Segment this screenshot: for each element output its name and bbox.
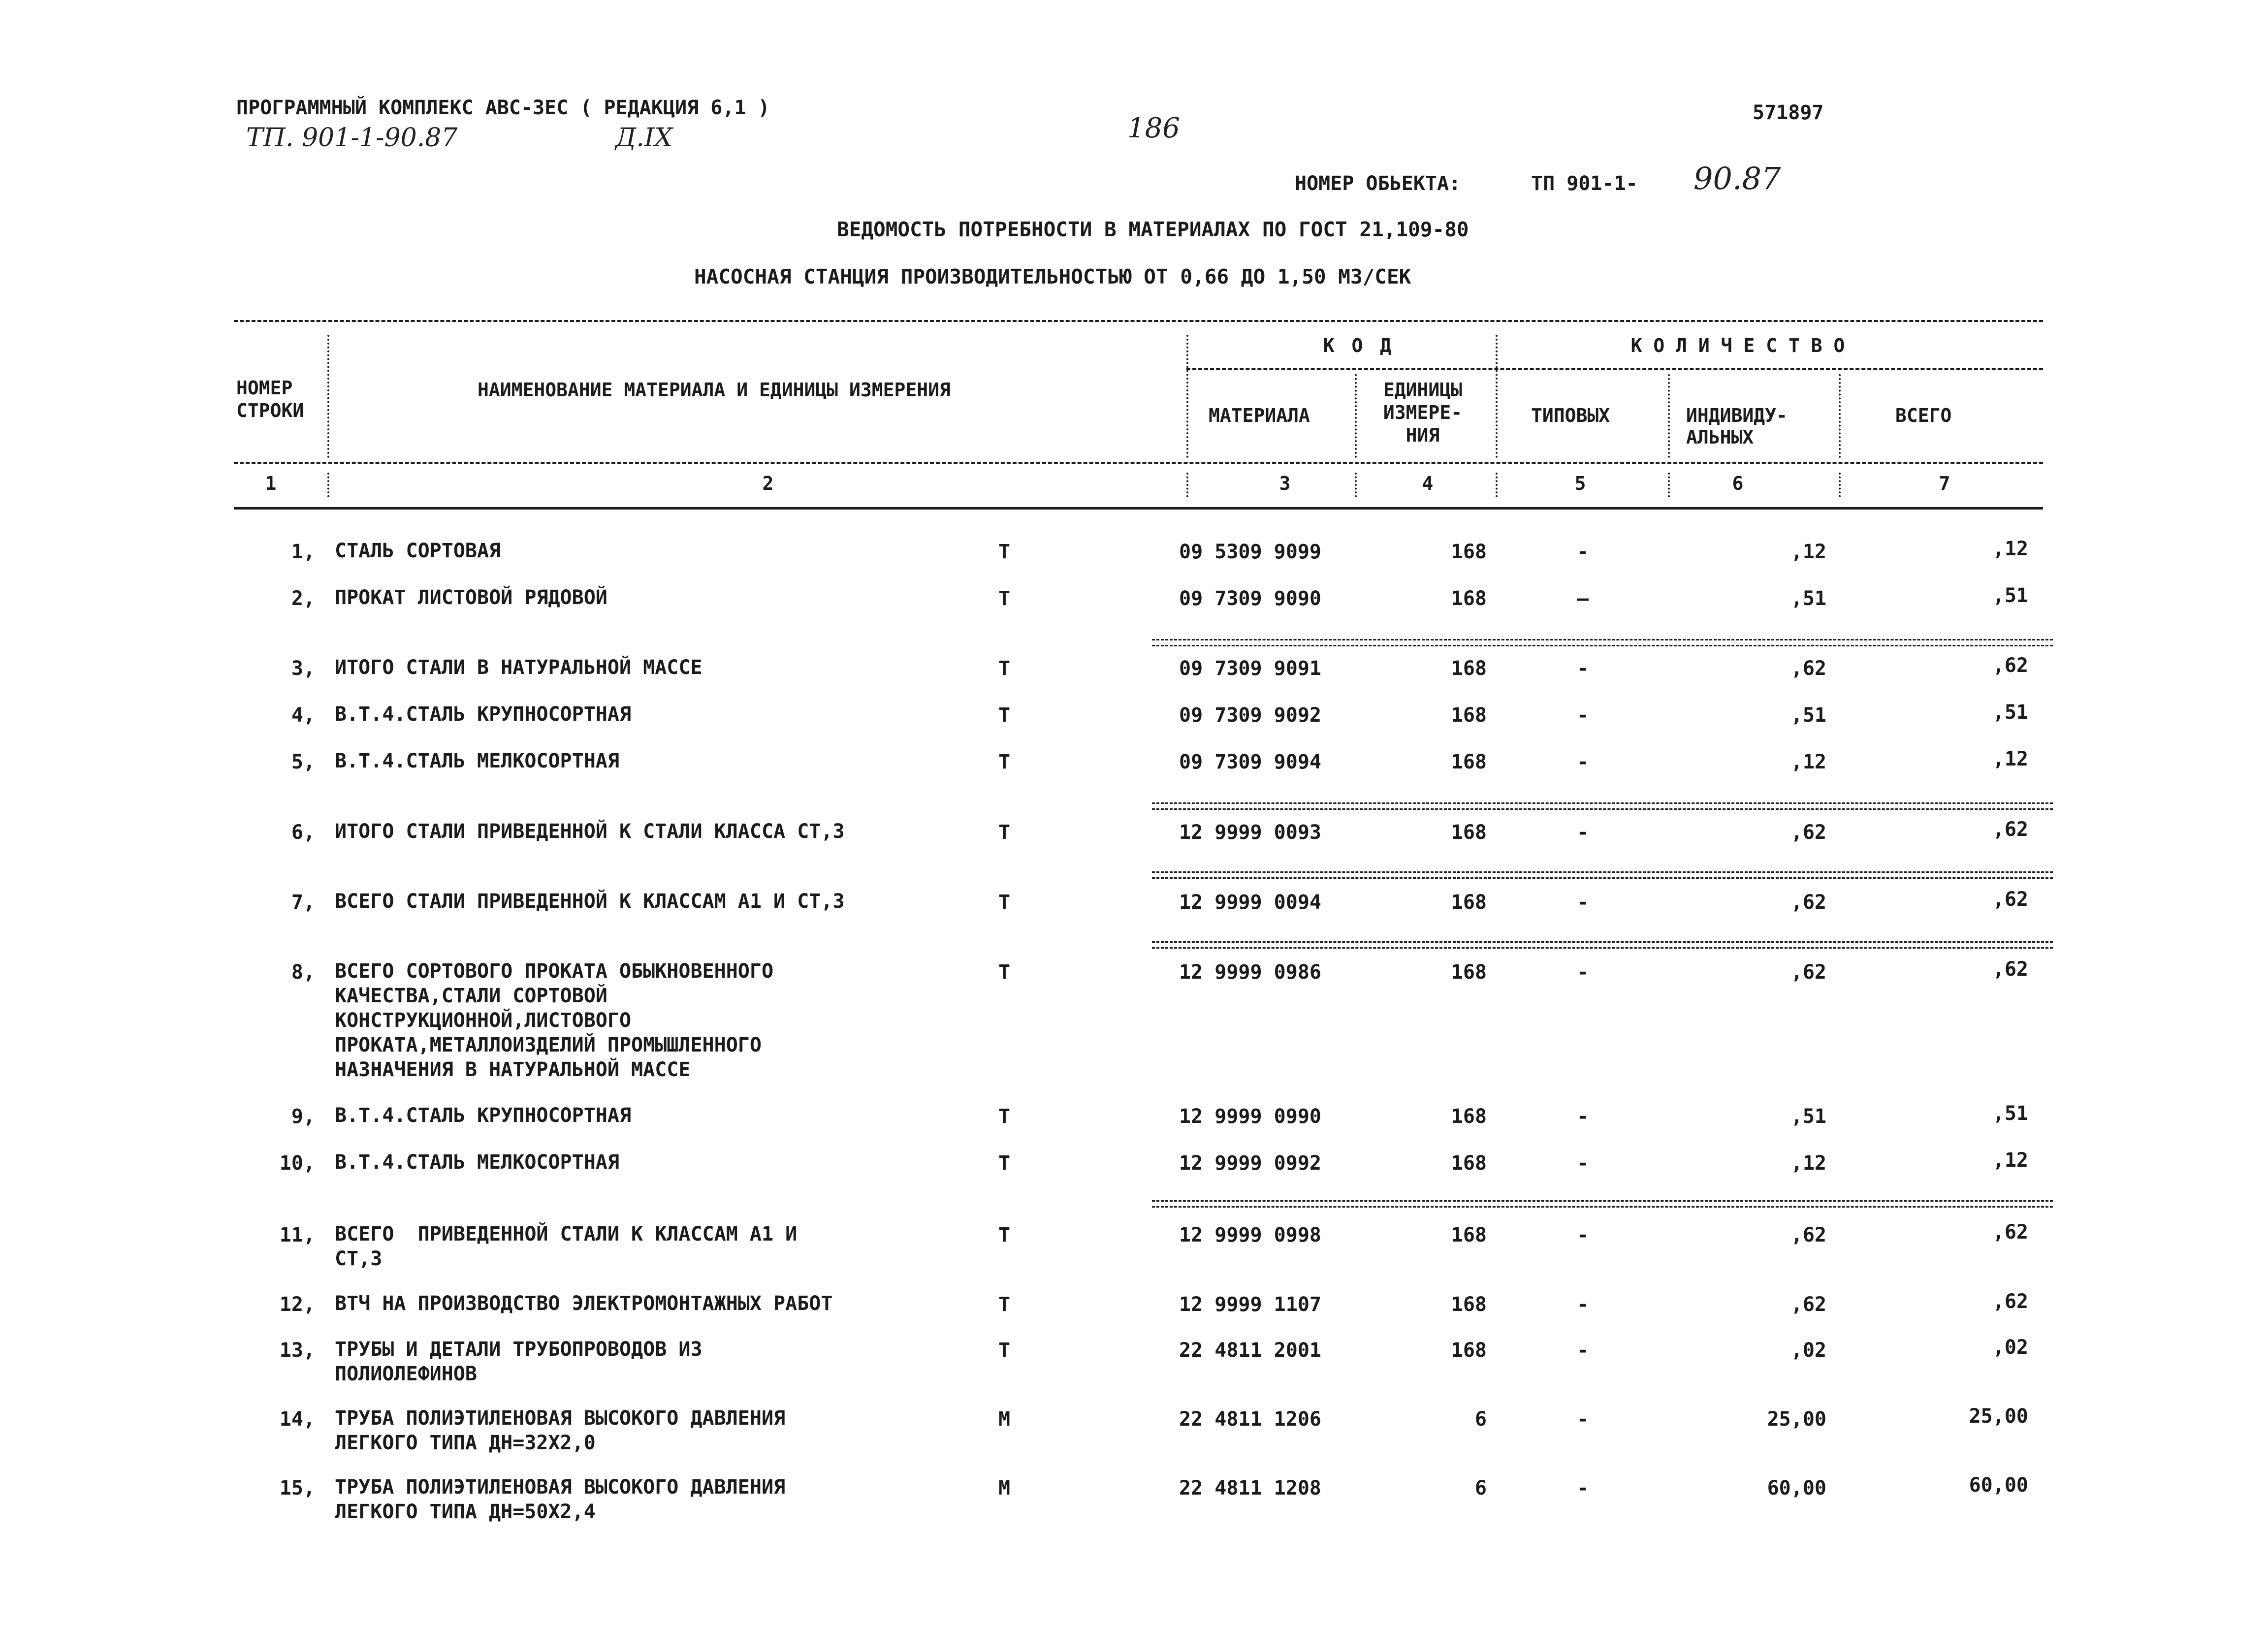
typical-quantity: - bbox=[1576, 1339, 1589, 1362]
material-name-line: ВТЧ НА ПРОИЗВОДСТВО ЭЛЕКТРОМОНТАЖНЫХ РАБОТ bbox=[335, 1292, 833, 1315]
unit-header-3: НИЯ bbox=[1406, 424, 1440, 446]
column-number-5: 5 bbox=[1574, 473, 1586, 494]
unit-header-2: ИЗМЕРЕ- bbox=[1383, 402, 1463, 423]
total-quantity: ,12 bbox=[1992, 538, 2028, 560]
typical-quantity: - bbox=[1576, 1224, 1589, 1246]
row-unit: Т bbox=[998, 751, 1011, 773]
material-name-line: ВСЕГО СТАЛИ ПРИВЕДЕННОЙ К КЛАССАМ А1 И СТ,3 bbox=[335, 890, 845, 913]
material-code: 12 9999 0986 bbox=[1179, 961, 1321, 984]
program-header: ПРОГРАММНЫЙ КОМПЛЕКС АВС-3ЕС ( РЕДАКЦИЯ 6,1 ) bbox=[236, 96, 770, 119]
name-column-header: НАИМЕНОВАНИЕ МАТЕРИАЛА И ЕДИНИЦЫ ИЗМЕРЕНИЯ bbox=[478, 379, 951, 401]
column-number-2: 2 bbox=[762, 473, 774, 494]
total-quantity: ,62 bbox=[1992, 888, 2028, 911]
material-code-header: МАТЕРИАЛА bbox=[1209, 405, 1310, 426]
material-code: 22 4811 1208 bbox=[1179, 1477, 1321, 1500]
column-number-separator bbox=[1668, 473, 1670, 497]
material-code: 12 9999 0093 bbox=[1179, 821, 1321, 844]
row-number: 14, bbox=[279, 1408, 315, 1431]
unit-of-measure-code: 168 bbox=[1451, 1105, 1487, 1128]
header-separator bbox=[1839, 374, 1841, 458]
object-value: ТП 901-1- bbox=[1531, 172, 1638, 195]
header-separator bbox=[1496, 335, 1498, 458]
typical-quantity: - bbox=[1576, 1105, 1589, 1128]
typical-quantity: - bbox=[1576, 1293, 1589, 1316]
row-number: 12, bbox=[279, 1293, 315, 1316]
material-name-line: В.Т.4.СТАЛЬ МЕЛКОСОРТНАЯ bbox=[335, 750, 619, 772]
material-code: 09 7309 9094 bbox=[1179, 751, 1321, 773]
header-separator bbox=[1668, 374, 1670, 458]
column-number-4: 4 bbox=[1422, 473, 1434, 494]
unit-of-measure-code: 168 bbox=[1451, 961, 1487, 984]
material-name-line: КОНСТРУКЦИОННОЙ,ЛИСТОВОГО bbox=[335, 1009, 632, 1032]
typical-header: ТИПОВЫХ bbox=[1531, 405, 1610, 426]
material-code: 12 9999 0990 bbox=[1179, 1105, 1321, 1128]
typical-quantity: - bbox=[1576, 1152, 1589, 1175]
typical-quantity: - bbox=[1576, 657, 1589, 680]
column-number-separator bbox=[1355, 473, 1357, 497]
individual-quantity: ,51 bbox=[1790, 587, 1826, 610]
material-code: 12 9999 0998 bbox=[1179, 1224, 1321, 1246]
row-unit: Т bbox=[998, 1224, 1011, 1246]
unit-of-measure-code: 168 bbox=[1451, 751, 1487, 773]
column-number-separator bbox=[1839, 473, 1841, 497]
column-number-1: 1 bbox=[265, 473, 277, 494]
unit-of-measure-code: 6 bbox=[1474, 1408, 1487, 1431]
total-quantity: 60,00 bbox=[1969, 1474, 2028, 1497]
row-number: 2, bbox=[291, 587, 315, 610]
typical-quantity: - bbox=[1576, 541, 1589, 563]
unit-of-measure-code: 168 bbox=[1451, 657, 1487, 680]
subtotal-separator-rule bbox=[1152, 871, 2053, 879]
total-quantity: ,51 bbox=[1992, 1102, 2028, 1125]
row-unit: Т bbox=[998, 657, 1011, 680]
material-code: 12 9999 0094 bbox=[1179, 891, 1321, 914]
total-quantity: ,62 bbox=[1992, 958, 2028, 981]
material-name-line: КАЧЕСТВА,СТАЛИ СОРТОВОЙ bbox=[335, 985, 607, 1007]
unit-of-measure-code: 168 bbox=[1451, 1293, 1487, 1316]
column-number-7: 7 bbox=[1939, 473, 1950, 494]
column-number-separator bbox=[327, 473, 329, 497]
material-name-line: ИТОГО СТАЛИ ПРИВЕДЕННОЙ К СТАЛИ КЛАССА СТ,3 bbox=[335, 820, 845, 843]
row-number: 9, bbox=[291, 1105, 315, 1128]
typical-quantity: — bbox=[1576, 587, 1589, 610]
material-code: 09 5309 9099 bbox=[1179, 541, 1321, 563]
total-quantity: ,62 bbox=[1992, 1290, 2028, 1313]
header-bottom-rule bbox=[234, 462, 2043, 464]
row-unit: Т bbox=[998, 1105, 1011, 1128]
subtotal-separator-rule bbox=[1152, 639, 2053, 646]
individual-quantity: 25,00 bbox=[1767, 1408, 1826, 1431]
material-code: 12 9999 1107 bbox=[1179, 1293, 1321, 1316]
material-code: 09 7309 9092 bbox=[1179, 704, 1321, 727]
column-numbers-bottom-rule bbox=[234, 507, 2043, 510]
material-name-line: ЛЕГКОГО ТИПА ДН=50Х2,4 bbox=[335, 1500, 596, 1523]
row-unit: Т bbox=[998, 541, 1011, 563]
total-header: ВСЕГО bbox=[1895, 405, 1952, 426]
row-unit: Т bbox=[998, 1152, 1011, 1175]
row-number: 15, bbox=[279, 1477, 315, 1500]
unit-of-measure-code: 168 bbox=[1451, 821, 1487, 844]
total-quantity: ,51 bbox=[1992, 584, 2028, 607]
document-number: 571897 bbox=[1753, 101, 1824, 124]
total-quantity: ,51 bbox=[1992, 701, 2028, 724]
sheet-mark: Д.IX bbox=[615, 123, 673, 153]
individual-quantity: ,12 bbox=[1790, 751, 1826, 773]
typical-quantity: - bbox=[1576, 1408, 1589, 1431]
material-code: 09 7309 9091 bbox=[1179, 657, 1321, 680]
total-quantity: ,12 bbox=[1992, 1149, 2028, 1172]
column-number-6: 6 bbox=[1732, 473, 1744, 494]
typical-quantity: - bbox=[1576, 821, 1589, 844]
row-number: 6, bbox=[291, 821, 315, 844]
row-unit: Т bbox=[998, 587, 1011, 610]
unit-of-measure-code: 168 bbox=[1451, 1339, 1487, 1362]
row-number: 13, bbox=[279, 1339, 315, 1362]
row-unit: Т bbox=[998, 704, 1011, 727]
material-name-line: СТ,3 bbox=[335, 1247, 383, 1270]
material-code: 12 9999 0992 bbox=[1179, 1152, 1321, 1175]
object-label: НОМЕР ОБЬЕКТА: bbox=[1295, 172, 1461, 195]
header-separator bbox=[327, 335, 329, 458]
total-quantity: ,62 bbox=[1992, 818, 2028, 841]
total-quantity: ,02 bbox=[1992, 1336, 2028, 1359]
total-quantity: ,12 bbox=[1992, 748, 2028, 770]
column-number-separator bbox=[1496, 473, 1498, 497]
material-code: 22 4811 1206 bbox=[1179, 1408, 1321, 1431]
material-name-line: В.Т.4.СТАЛЬ КРУПНОСОРТНАЯ bbox=[335, 703, 632, 726]
row-unit: М bbox=[998, 1477, 1011, 1500]
unit-of-measure-code: 168 bbox=[1451, 891, 1487, 914]
document-subtitle: НАСОСНАЯ СТАНЦИЯ ПРОИЗВОДИТЕЛЬНОСТЬЮ ОТ 0,66 ДО 1,50 М3/СЕК bbox=[694, 265, 1411, 288]
subtotal-separator-rule bbox=[1152, 1200, 2053, 1208]
table-top-rule bbox=[234, 320, 2043, 322]
individual-quantity: ,62 bbox=[1790, 821, 1826, 844]
row-number: 7, bbox=[291, 891, 315, 914]
individual-quantity: ,62 bbox=[1790, 1293, 1826, 1316]
individual-quantity: ,62 bbox=[1790, 961, 1826, 984]
tp-handwritten-note: ТП. 901-1-90.87 bbox=[246, 123, 458, 153]
material-name-line: НАЗНАЧЕНИЯ В НАТУРАЛЬНОЙ МАССЕ bbox=[335, 1058, 691, 1081]
row-number: 1, bbox=[291, 541, 315, 563]
row-number: 10, bbox=[279, 1152, 315, 1175]
material-name-line: ТРУБА ПОЛИЭТИЛЕНОВАЯ ВЫСОКОГО ДАВЛЕНИЯ bbox=[335, 1407, 786, 1430]
unit-of-measure-code: 168 bbox=[1451, 1152, 1487, 1175]
material-name-line: ТРУБА ПОЛИЭТИЛЕНОВАЯ ВЫСОКОГО ДАВЛЕНИЯ bbox=[335, 1476, 786, 1499]
document-title: ВЕДОМОСТЬ ПОТРЕБНОСТИ В МАТЕРИАЛАХ ПО ГОСТ 21,109-80 bbox=[837, 218, 1469, 241]
row-number-header-2: СТРОКИ bbox=[236, 400, 304, 421]
row-unit: Т bbox=[998, 1339, 1011, 1362]
unit-of-measure-code: 6 bbox=[1474, 1477, 1487, 1500]
individual-quantity: ,12 bbox=[1790, 541, 1826, 563]
material-name-line: ПРОКАТА,МЕТАЛЛОИЗДЕЛИЙ ПРОМЫШЛЕННОГО bbox=[335, 1034, 762, 1056]
row-unit: М bbox=[998, 1408, 1011, 1431]
row-unit: Т bbox=[998, 1293, 1011, 1316]
row-number: 4, bbox=[291, 704, 315, 727]
typical-quantity: - bbox=[1576, 1477, 1589, 1500]
row-number-header-1: НОМЕР bbox=[236, 377, 293, 399]
row-number: 5, bbox=[291, 751, 315, 773]
typical-quantity: - bbox=[1576, 961, 1589, 984]
individual-quantity: ,02 bbox=[1790, 1339, 1826, 1362]
row-number: 3, bbox=[291, 657, 315, 680]
row-number: 11, bbox=[279, 1224, 315, 1246]
unit-of-measure-code: 168 bbox=[1451, 587, 1487, 610]
individual-quantity: ,12 bbox=[1790, 1152, 1826, 1175]
header-separator bbox=[1186, 335, 1188, 458]
material-name-line: ЛЕГКОГО ТИПА ДН=32Х2,0 bbox=[335, 1432, 596, 1454]
unit-of-measure-code: 168 bbox=[1451, 541, 1487, 563]
row-number: 8, bbox=[291, 961, 315, 984]
individual-quantity: ,62 bbox=[1790, 891, 1826, 914]
quantity-group-header: К О Л И Ч Е С Т В О bbox=[1630, 335, 1845, 356]
material-name-line: СТАЛЬ СОРТОВАЯ bbox=[335, 540, 501, 562]
material-name-line: ПОЛИОЛЕФИНОВ bbox=[335, 1363, 477, 1385]
unit-of-measure-code: 168 bbox=[1451, 704, 1487, 727]
material-code: 09 7309 9090 bbox=[1179, 587, 1321, 610]
material-name-line: В.Т.4.СТАЛЬ КРУПНОСОРТНАЯ bbox=[335, 1104, 632, 1127]
typical-quantity: - bbox=[1576, 751, 1589, 773]
unit-of-measure-code: 168 bbox=[1451, 1224, 1487, 1246]
material-name-line: ПРОКАТ ЛИСТОВОЙ РЯДОВОЙ bbox=[335, 586, 607, 609]
page-number: 186 bbox=[1127, 112, 1180, 144]
material-name-line: ИТОГО СТАЛИ В НАТУРАЛЬНОЙ МАССЕ bbox=[335, 656, 703, 679]
row-unit: Т bbox=[998, 891, 1011, 914]
material-code: 22 4811 2001 bbox=[1179, 1339, 1321, 1362]
material-name-line: ВСЕГО СОРТОВОГО ПРОКАТА ОБЫКНОВЕННОГО bbox=[335, 960, 774, 983]
row-unit: Т bbox=[998, 821, 1011, 844]
material-name-line: В.Т.4.СТАЛЬ МЕЛКОСОРТНАЯ bbox=[335, 1151, 619, 1174]
individual-quantity: 60,00 bbox=[1767, 1477, 1826, 1500]
subtotal-separator-rule bbox=[1152, 941, 2053, 949]
individual-quantity: ,62 bbox=[1790, 1224, 1826, 1246]
typical-quantity: - bbox=[1576, 704, 1589, 727]
row-unit: Т bbox=[998, 961, 1011, 984]
individual-quantity: ,51 bbox=[1790, 704, 1826, 727]
total-quantity: 25,00 bbox=[1969, 1405, 2028, 1428]
object-value-handwritten: 90.87 bbox=[1693, 160, 1781, 196]
total-quantity: ,62 bbox=[1992, 1221, 2028, 1244]
typical-quantity: - bbox=[1576, 891, 1589, 914]
material-name-line: ВСЕГО ПРИВЕДЕННОЙ СТАЛИ К КЛАССАМ А1 И bbox=[335, 1223, 798, 1245]
individual-header-2: АЛЬНЫХ bbox=[1686, 426, 1754, 448]
subtotal-separator-rule bbox=[1152, 802, 2053, 810]
column-number-3: 3 bbox=[1279, 473, 1291, 494]
code-group-header: К О Д bbox=[1323, 335, 1395, 356]
total-quantity: ,62 bbox=[1992, 654, 2028, 677]
column-number-separator bbox=[1186, 473, 1188, 497]
individual-quantity: ,51 bbox=[1790, 1105, 1826, 1128]
group-header-rule bbox=[1186, 368, 2043, 370]
material-name-line: ТРУБЫ И ДЕТАЛИ ТРУБОПРОВОДОВ ИЗ bbox=[335, 1338, 703, 1361]
individual-header-1: ИНДИВИДУ- bbox=[1686, 405, 1788, 426]
header-separator bbox=[1355, 374, 1357, 458]
unit-header-1: ЕДИНИЦЫ bbox=[1383, 379, 1463, 401]
individual-quantity: ,62 bbox=[1790, 657, 1826, 680]
